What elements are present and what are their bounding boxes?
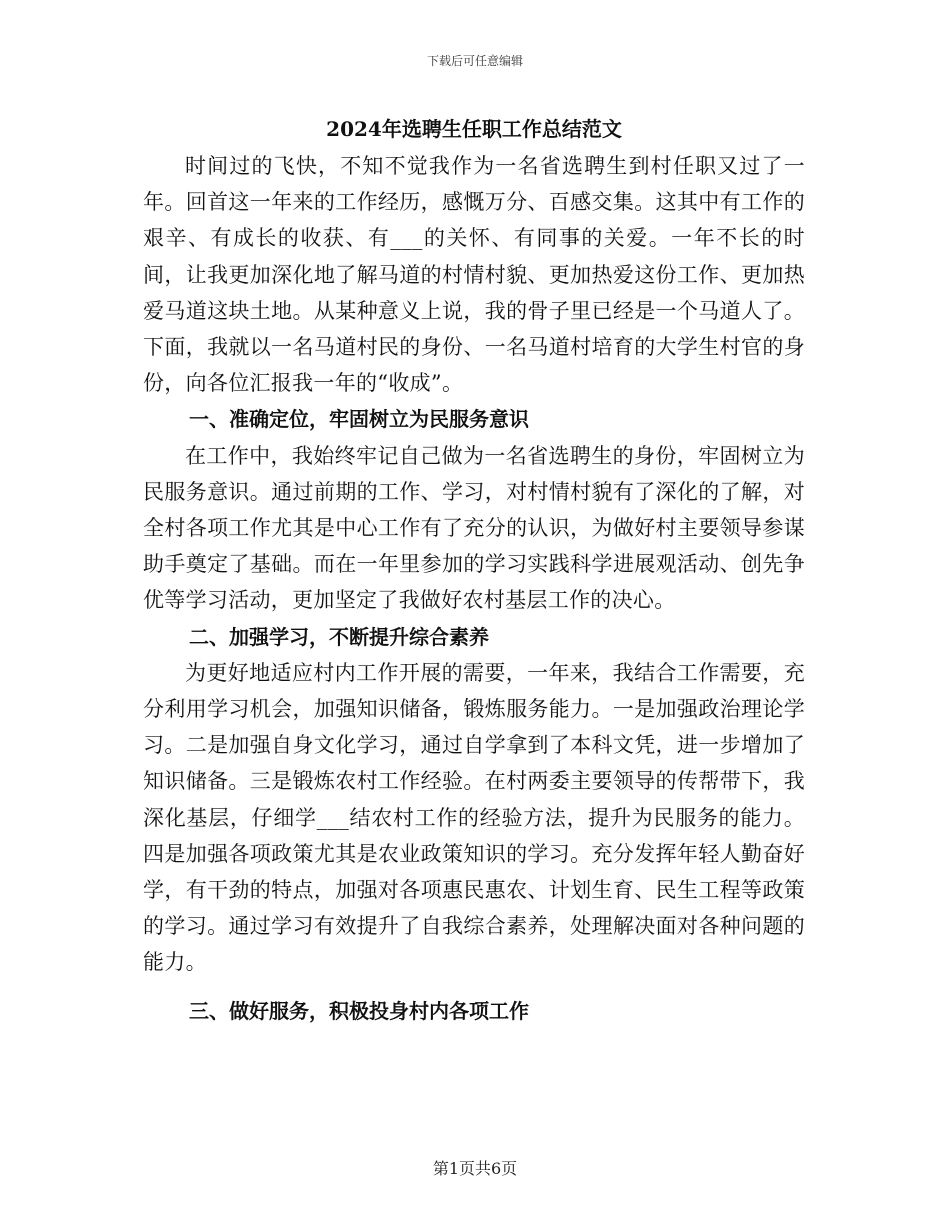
header-note: 下载后可任意编辑 bbox=[426, 54, 523, 68]
document-page bbox=[143, 110, 805, 1029]
section-2-paragraph: 为更好地适应村内工作开展的需要，一年来，我结合工作需要，充分利用学习机会，加强知识储备，锻炼服务能力。一是加强政治理论学习。二是加强自身文化学习，通过自学拿到了本科文凭，进一步增加了知识储备。三是锻炼农村工作经验。在村两委主要领导的传帮带下，我深化基层，仔细学___结农村工作的经验方法，提升为民服务的能力。四是加强各项政策尤其是农业政策知识的学习。充分发挥年轻人勤奋好学，有干劲的特点，加强对各项惠民惠农、计划生育、民生工程等政策的学习。通过学习有效提升了自我综合素养，处理解决面对各种问题的能力。 bbox=[143, 660, 805, 975]
section-2-heading: 二、加强学习，不断提升综合素养 bbox=[189, 624, 489, 649]
document-title: 2024年选聘生任职工作总结范文 bbox=[326, 117, 622, 141]
section-1-heading: 一、准确定位，牢固树立为民服务意识 bbox=[189, 407, 529, 432]
intro-paragraph: 时间过的飞快，不知不觉我作为一名省选聘生到村任职又过了一年。回首这一年来的工作经历，感慨万分、百感交集。这其中有工作的艰辛、有成长的收获、有___的关怀、有同事的关爱。一年不长的时间，让我更加深化地了解马道的村情村貌、更加热爱这份工作、更加热爱马道这块土地。从某种意义上说，我的骨子里已经是一个马道人了。下面，我就以一名马道村民的身份、一名马道村培育的大学生村官的身份，向各位汇报我一年的“收成”。 bbox=[143, 154, 805, 396]
section-3-heading: 三、做好服务，积极投身村内各项工作 bbox=[189, 998, 529, 1023]
page-footer: 第1页共6页 bbox=[432, 1159, 518, 1178]
section-1-paragraph: 在工作中，我始终牢记自己做为一名省选聘生的身份，牢固树立为民服务意识。通过前期的工作、学习，对村情村貌有了深化的了解，对全村各项工作尤其是中心工作有了充分的认识，为做好村主要领导参谋助手奠定了基础。而在一年里参加的学习实践科学进展观活动、创先争优等学习活动，更加坚定了我做好农村基层工作的决心。 bbox=[143, 443, 805, 613]
